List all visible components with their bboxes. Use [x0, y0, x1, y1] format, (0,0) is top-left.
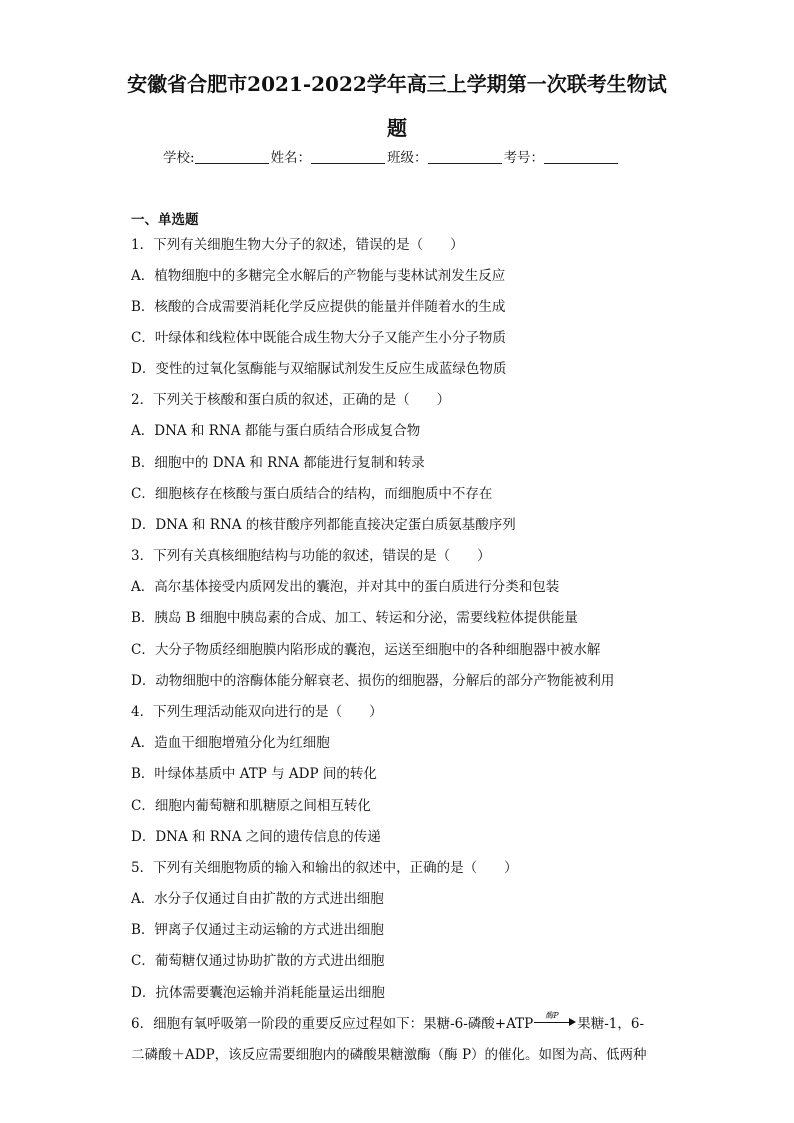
question-2-option-c: C．细胞核存在核酸与蛋白质结合的结构，而细胞质中不存在: [131, 486, 493, 502]
name-blank: [311, 149, 385, 164]
school-label: 学校:: [163, 150, 195, 166]
exam-number-label: 考号：: [503, 150, 545, 166]
school-blank: [195, 149, 269, 164]
question-1-option-d: D．变性的过氧化氢酶能与双缩脲试剂发生反应生成蓝绿色物质: [131, 361, 507, 377]
question-3-option-a: A．高尔基体接受内质网发出的囊泡，并对其中的蛋白质进行分类和包装: [131, 579, 560, 595]
question-5-option-a: A．水分子仅通过自由扩散的方式进出细胞: [131, 891, 384, 907]
exam-title-line-2: 题: [387, 116, 407, 140]
question-3-option-c: C．大分子物质经细胞膜内陷形成的囊泡，运送至细胞中的各种细胞器中被水解: [131, 642, 601, 658]
question-4-stem: 4．下列生理活动能双向进行的是（ ）: [131, 704, 383, 720]
question-4-option-d: D．DNA 和 RNA 之间的遗传信息的传递: [131, 829, 381, 845]
question-2-option-a: A．DNA 和 RNA 都能与蛋白质结合形成复合物: [131, 423, 421, 439]
question-1-stem: 1．下列有关细胞生物大分子的叙述，错误的是（ ）: [131, 237, 464, 253]
question-3-option-d: D．动物细胞中的溶酶体能分解衰老、损伤的细胞器，分解后的部分产物能被利用: [131, 673, 615, 689]
reaction-arrow: [534, 1011, 576, 1027]
question-5-option-d: D．抗体需要囊泡运输并消耗能量运出细胞: [131, 985, 385, 1001]
question-6-text-a: 6．细胞有氧呼吸第一阶段的重要反应过程如下：果糖-6-磷酸+ATP: [131, 1016, 534, 1032]
question-3-stem: 3．下列有关真核细胞结构与功能的叙述，错误的是（ ）: [131, 548, 491, 564]
exam-title-line-1: 安徽省合肥市2021-2022学年高三上学期第一次联考生物试: [127, 72, 667, 96]
question-1-option-b: B．核酸的合成需要消耗化学反应提供的能量并伴随着水的生成: [131, 299, 506, 315]
question-6-line-1: [131, 1012, 644, 1032]
question-1-option-c: C．叶绿体和线粒体中既能合成生物大分子又能产生小分子物质: [131, 330, 506, 346]
question-1-option-a: A．植物细胞中的多糖完全水解后的产物能与斐林试剂发生反应: [131, 268, 506, 284]
question-5-option-c: C．葡萄糖仅通过协助扩散的方式进出细胞: [131, 953, 385, 969]
arrow-enzyme-label: 酶P: [545, 1011, 559, 1020]
student-info-row: [163, 146, 620, 166]
question-2-option-d: D．DNA 和 RNA 的核苷酸序列都能直接决定蛋白质氨基酸序列: [131, 517, 516, 533]
question-5-option-b: B．钾离子仅通过主动运输的方式进出细胞: [131, 922, 384, 938]
question-2-stem: 2．下列关于核酸和蛋白质的叙述，正确的是（ ）: [131, 392, 451, 408]
class-blank: [428, 149, 502, 164]
section-heading: 一、单选题: [131, 212, 199, 228]
question-6-text-b: 果糖-1，6-: [577, 1016, 645, 1032]
question-4-option-a: A．造血干细胞增殖分化为红细胞: [131, 735, 330, 751]
question-5-stem: 5．下列有关细胞物质的输入和输出的叙述中，正确的是（ ）: [131, 860, 518, 876]
class-label: 班级：: [387, 150, 428, 166]
exam-number-blank: [544, 149, 618, 164]
question-4-option-c: C．细胞内葡萄糖和肌糖原之间相互转化: [131, 798, 371, 814]
name-label: 姓名：: [270, 150, 312, 166]
question-6-line-2: 二磷酸＋ADP，该反应需要细胞内的磷酸果糖激酶（酶 P）的催化。如图为高、低两种: [131, 1047, 647, 1063]
question-2-option-b: B．细胞中的 DNA 和 RNA 都能进行复制和转录: [131, 455, 425, 471]
question-3-option-b: B．胰岛 B 细胞中胰岛素的合成、加工、转运和分泌，需要线粒体提供能量: [131, 610, 578, 626]
question-4-option-b: B．叶绿体基质中 ATP 与 ADP 间的转化: [131, 766, 377, 782]
